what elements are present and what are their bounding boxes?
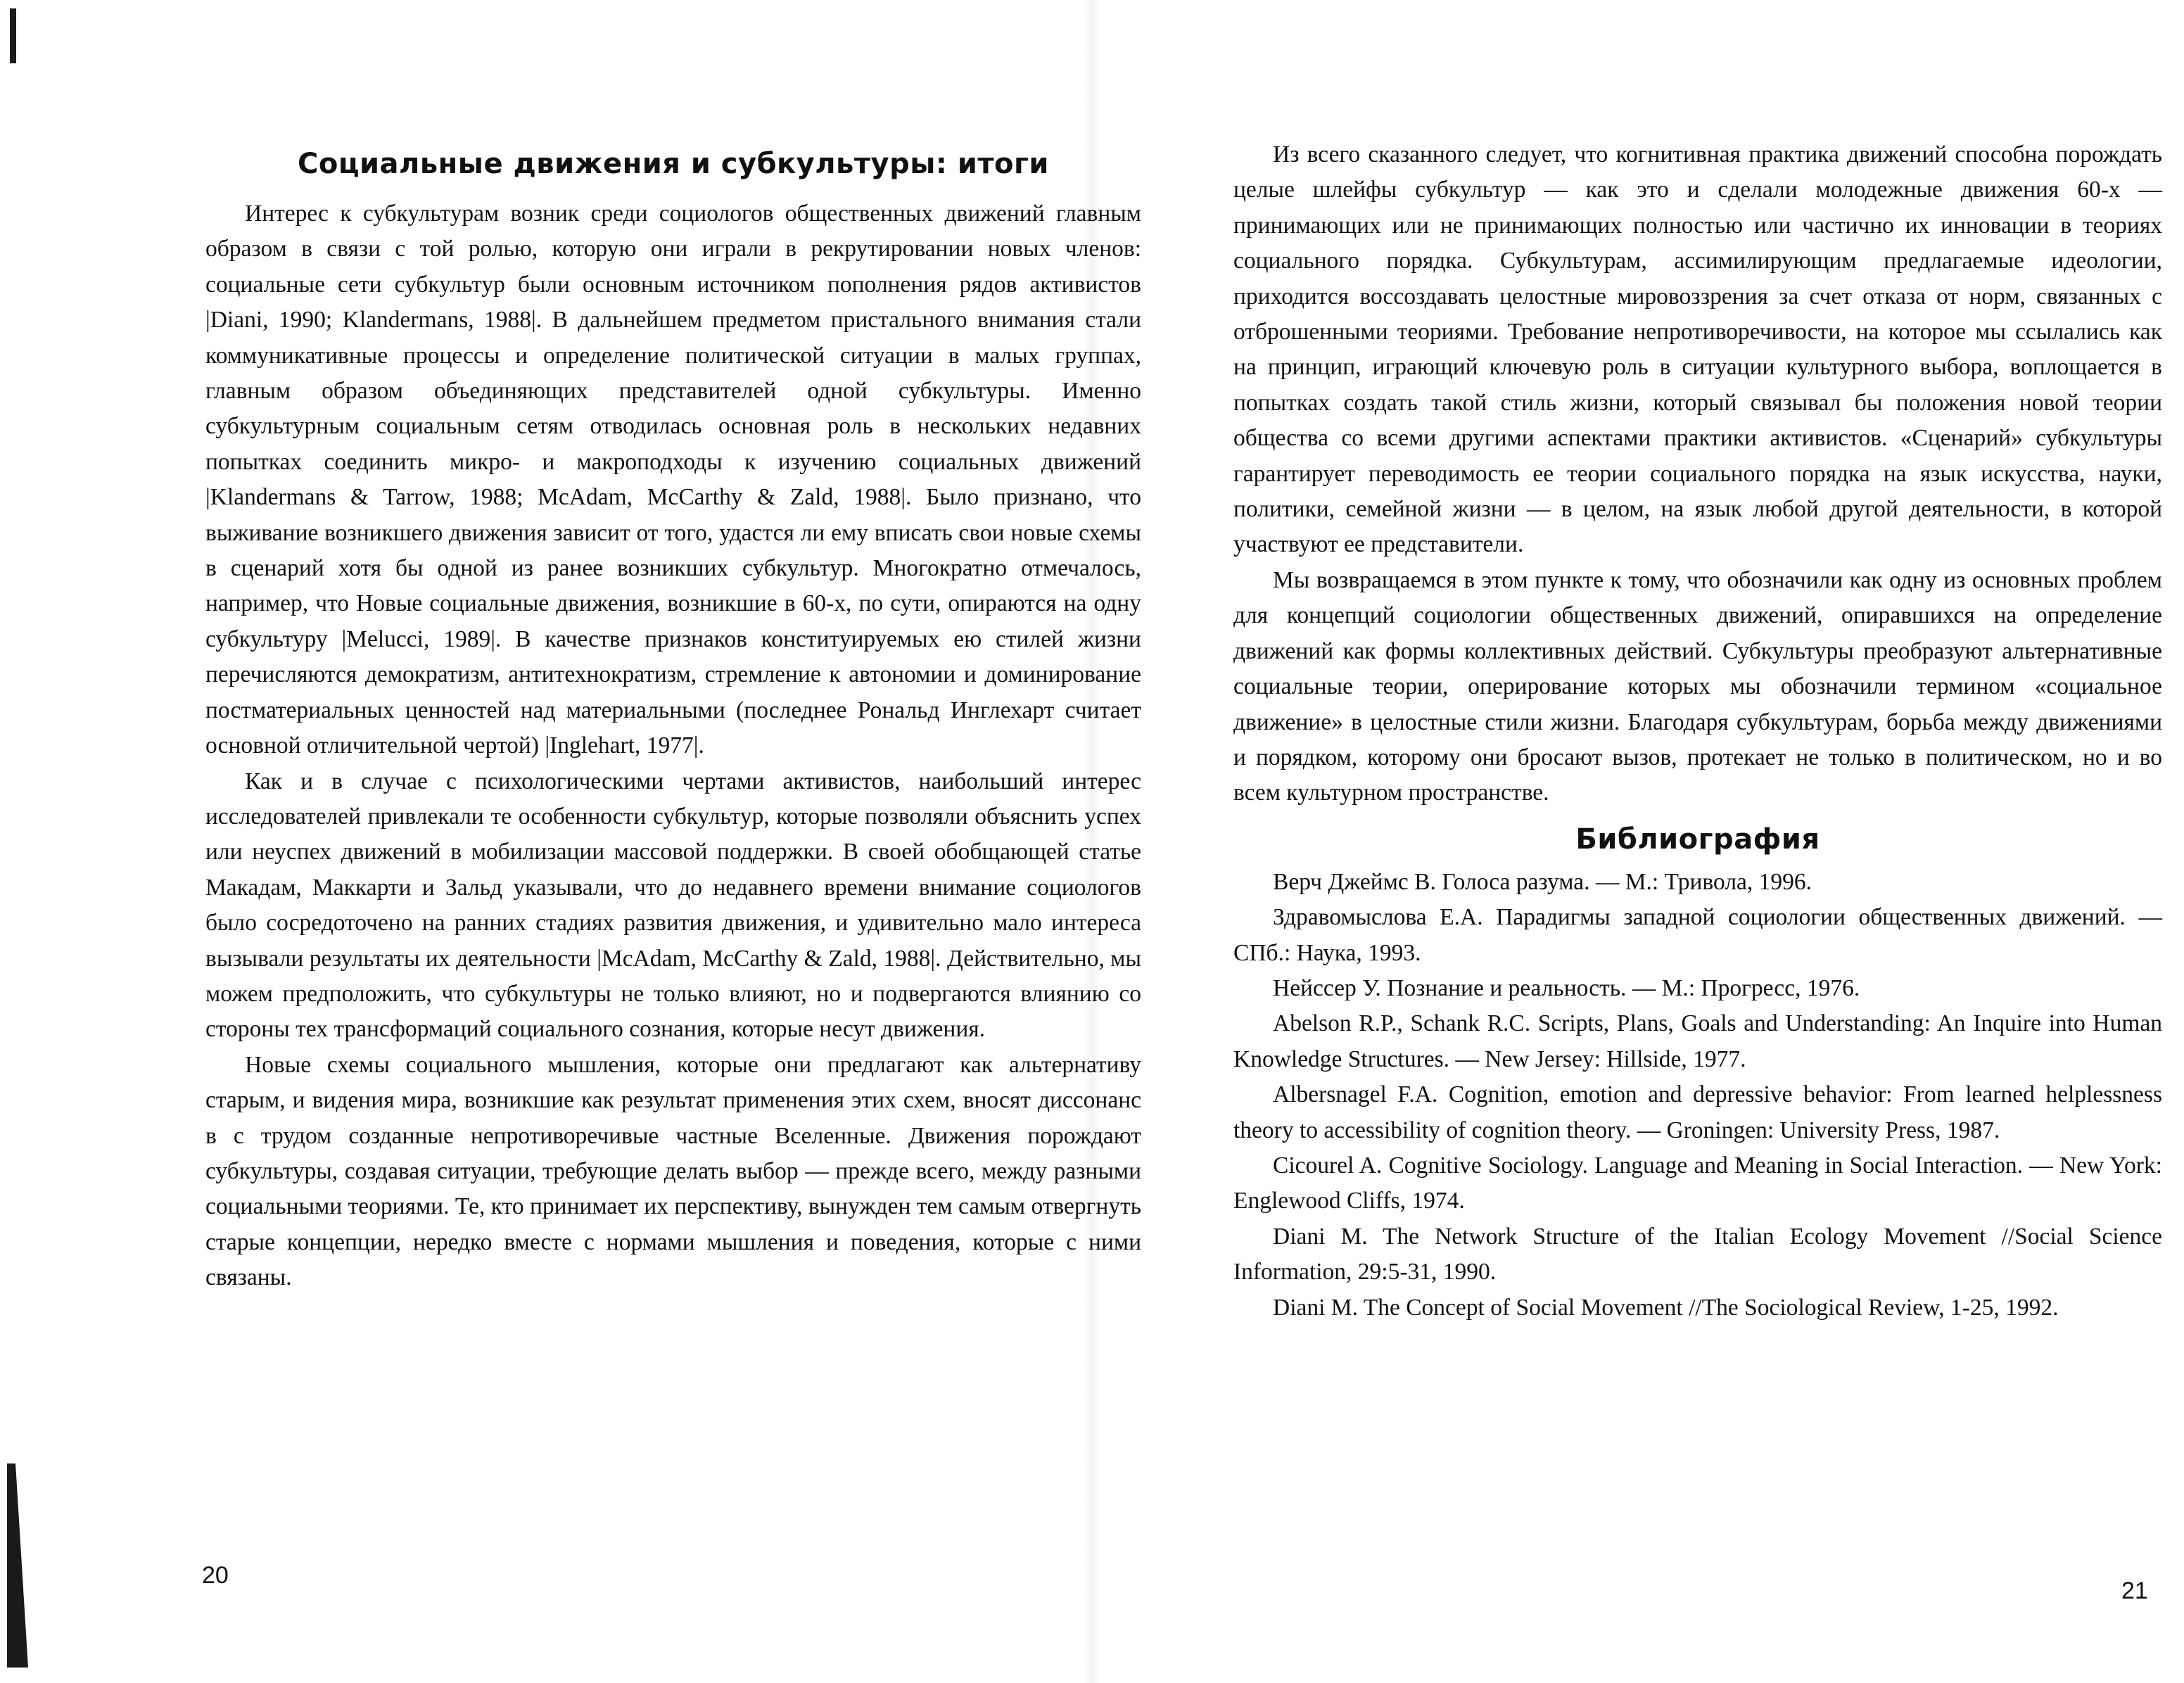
paragraph: Новые схемы социального мышления, которые они предлагают как альтернативу старым, и видения мира, возникшие как результат применения этих схем, вносят диссонанс в с трудом созданные непротиворечивые частные Вселенные. Движения порождают субкультуры, создавая ситуации, требующие делать выбор — прежде всего, между разными социальными теориями. Те, кто принимает их перспективу, вынужден тем самым отвергнуть старые концепции, нередко вместе с нормами мышления и поведения, которые с ними связаны. — [205, 1051, 1141, 1291]
bibliography-entry: Abelson R.P., Schank R.C. Scripts, Plans, Goals and Understanding: An Inquire into Human Knowledge Structures. — New Jersey: Hillside, 1977. — [1233, 1010, 2162, 1072]
bibliography-entry: Diani M. The Network Structure of the Italian Ecology Movement //Social Science Information, 29:5-31, 1990. — [1233, 1223, 2162, 1285]
bibliography-entry: Верч Джеймс В. Голоса разума. — М.: Тривола, 1996. — [1273, 868, 1812, 895]
bibliography-entry: Cicourel A. Cognitive Sociology. Language and Meaning in Social Interaction. — New York: Englewood Cliffs, 1974. — [1233, 1152, 2162, 1214]
paragraph: Интерес к субкультурам возник среди социологов общественных движений главным образом в связи с той ролью, которую они играли в рекрутировании новых членов: социальные сети субкультур были основным источником пополнения рядов активистов |Diani, 1990; Klandermans, 1988|. В дальнейшем предметом пристального внимания стали коммуникативные процессы и определение политической ситуации в малых группах, главным образом объединяющих представителей одной субкультуры. Именно субкультурным социальным сетям отводилась основная роль в нескольких недавних попытках соединить микро- и макроподходы к изучению социальных движений |Klandermans & Tarrow, 1988; McAdam, McCarthy & Zald, 1988|. Было признано, что выживание возникшего движения зависит от того, удастся ли ему вписать свои новые схемы в сценарий хотя бы одной из ранее возникших субкультур. Многократно отмечалось, например, что Новые социальные движения, возникшие в 60-х, по сути, опираются на одну субкультуру |Melucci, 1989|. В качестве признаков конституируемых ею стилей жизни перечисляются демократизм, антитехнократизм, стремление к автономии и доминирование постматериальных ценностей над материальными (последнее Рональд Инглехарт считает основной отличительной чертой) |Inglehart, 1977|. — [205, 201, 1141, 759]
paragraph: Мы возвращаемся в этом пункте к тому, что обозначили как одну из основных проблем для концепций социологии общественных движений, опиравшихся на определение движений как формы коллективных действий. Субкультуры преобразуют альтернативные социальные теории, оперирование которых мы обозначили термином «социальное движение» в целостные стили жизни. Благодаря субкультурам, борьба между движениями и порядком, которому они бросают вызов, протекает не только в политическом, но и во всем культурном пространстве. — [1233, 566, 2162, 806]
left-page-text — [205, 144, 1141, 1296]
paragraph: Из всего сказанного следует, что когнитивная практика движений способна порождать целые шлейфы субкультур — как это и сделали молодежные движения 60-х — принимающих или не принимающих полностью или частично их инновации в теориях социального порядка. Субкультурам, ассимилирующим предлагаемые идеологии, приходится воссоздавать целостные мировоззрения за счет отказа от норм, связанных с отброшенными теориями. Требование непротиворечивости, на которое мы ссылались как на принцип, играющий ключевую роль в ситуации культурного выбора, воплощается в попытках создать такой стиль жизни, который связывал бы положения новой теории общества со всеми другими аспектами практики активистов. «Сценарий» субкультуры гарантирует переводимость ее теории социального порядка на язык искусства, науки, политики, семейной жизни — в целом, на язык любой другой деятельности, в которой участвуют ее представители. — [1233, 141, 2162, 558]
bibliography-entry: Здравомыслова Е.А. Парадигмы западной социологии общественных движений. — СПб.: Наука, 1993. — [1233, 904, 2162, 966]
paragraph: Как и в случае с психологическими чертами активистов, наибольший интерес исследователей привлекали те особенности субкультур, которые позволяли объяснить успех или неуспех движений в мобилизации массовой поддержки. В своей обобщающей статье Макадам, Маккарти и Зальд указывали, что до недавнего времени внимание социологов было сосредоточено на ранних стадиях развития движения, и удивительно мало интереса вызывали результаты их деятельности |McAdam, McCarthy & Zald, 1988|. Действительно, мы можем предположить, что субкультуры не только влияют, но и подвергаются влиянию со стороны тех трансформаций социального сознания, которые несут движения. — [205, 768, 1141, 1043]
bibliography-entry: Albersnagel F.A. Cognition, emotion and depressive behavior: From learned helplessness theory to accessibility of cognition theory. — Groningen: University Press, 1987. — [1233, 1081, 2162, 1143]
page-number-right: 21 — [2121, 1577, 2148, 1604]
bibliography-heading: Библиография — [1575, 823, 1820, 856]
bibliography-entry: Нейссер У. Познание и реальность. — М.: Прогресс, 1976. — [1273, 974, 1860, 1001]
right-page-text — [1233, 137, 2162, 1326]
bibliography-entry: Diani M. The Concept of Social Movement //The Sociological Review, 1-25, 1992. — [1273, 1294, 2059, 1321]
section-heading: Социальные движения и субкультуры: итоги — [298, 148, 1049, 180]
page-number-left: 20 — [202, 1562, 229, 1589]
